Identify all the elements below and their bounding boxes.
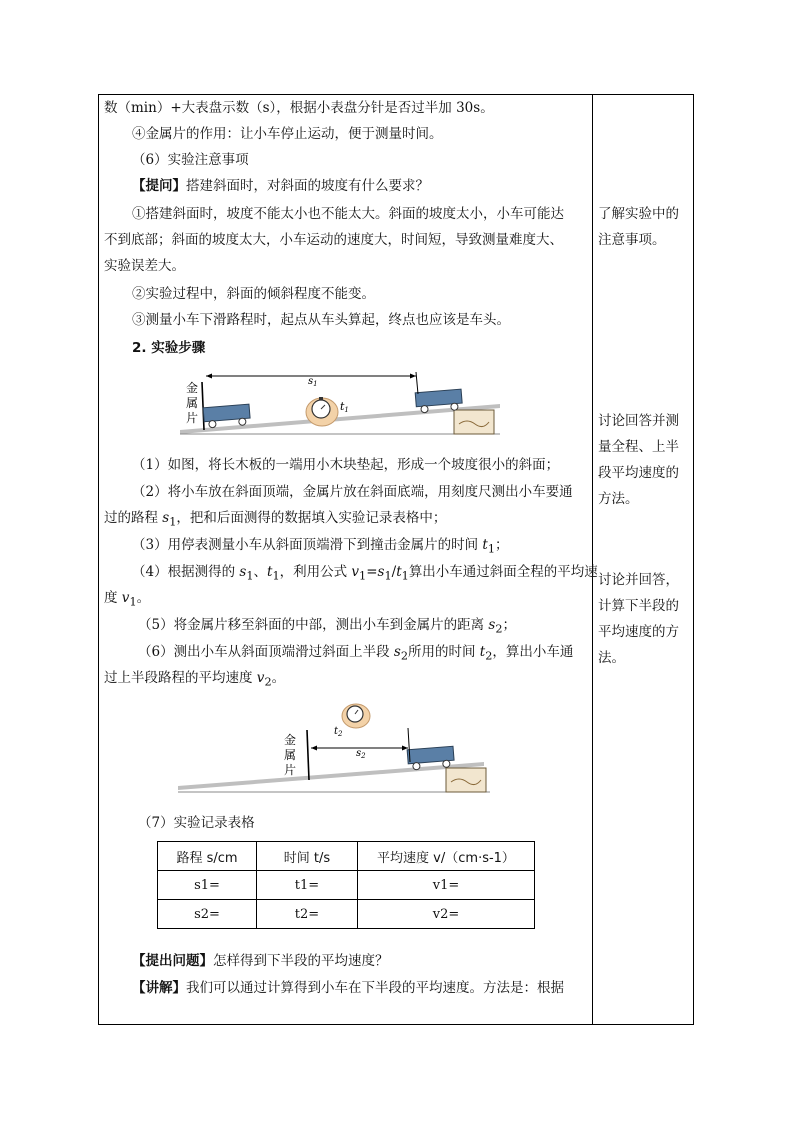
- text: ，算出小车通: [492, 644, 574, 660]
- text: ；: [495, 537, 509, 553]
- question-line: [104, 948, 389, 974]
- metal-plate: [307, 730, 309, 780]
- side-note-line: 讨论回答并测: [598, 413, 679, 429]
- side-note-1: [598, 201, 688, 253]
- step-7: （7）实验记录表格: [138, 815, 255, 831]
- metal-plate: [202, 382, 204, 430]
- side-note-line: 计算下半段的: [598, 598, 679, 614]
- metal-label-3: 片: [186, 411, 199, 425]
- explain-line: [104, 975, 564, 1001]
- text-line: 数（min）+大表盘示数（s），根据小表盘分针是否过半加 30s。: [104, 100, 494, 116]
- side-note-line: 段平均速度的: [598, 465, 679, 481]
- step-6b: 过上半段路程的平均速度 $v_2$。: [104, 670, 286, 689]
- text-line: ④金属片的作用：让小车停止运动，便于测量时间。: [132, 126, 443, 142]
- var-s: s: [162, 510, 170, 526]
- bold-tag: 【讲解】: [132, 980, 186, 996]
- metal-label-2: 属: [186, 396, 199, 410]
- cart-wheel: [451, 403, 459, 411]
- table-header: 时间 t/s: [257, 842, 358, 871]
- table-cell: v1=: [358, 871, 535, 900]
- text-line: ②实验过程中，斜面的倾斜程度不能变。: [132, 286, 375, 302]
- table-header-row: [158, 842, 535, 871]
- metal-label-3: 片: [284, 763, 297, 777]
- var-t: t: [482, 537, 488, 553]
- side-note-line: 平均速度的方: [598, 624, 679, 640]
- record-table: [157, 841, 535, 929]
- side-note-line: 讨论并回答，: [598, 572, 679, 588]
- side-note-line: 方法。: [598, 491, 639, 507]
- cart-wheel: [421, 405, 429, 413]
- side-note-3: [598, 567, 688, 671]
- cart-wheel: [443, 760, 451, 768]
- text: 算出小车通过斜面全程的平均速: [408, 564, 598, 580]
- question-text: 怎样得到下半段的平均速度？: [213, 953, 389, 969]
- step-1: （1）如图，将长木板的一端用小木块垫起，形成一个坡度很小的斜面；: [132, 457, 560, 473]
- text: 所用的时间: [408, 644, 480, 660]
- text: （3）用停表测量小车从斜面顶端滑下到撞击金属片的时间: [132, 537, 483, 553]
- metal-label-2: 属: [284, 748, 297, 762]
- step-4b: 度 $v_1$。: [104, 590, 151, 609]
- t1-label: t1: [340, 400, 349, 414]
- table-row: [158, 871, 535, 900]
- side-note-line: 注意事项。: [598, 232, 666, 248]
- question-text: 搭建斜面时，对斜面的坡度有什么要求？: [186, 178, 429, 194]
- s2-label: $s_2$: [356, 748, 366, 760]
- text: 过上半段路程的平均速度: [104, 670, 257, 686]
- bold-tag: 【提问】: [132, 178, 186, 194]
- text-line: ①搭建斜面时，坡度不能太小也不能太大。斜面的坡度太小，小车可能达: [132, 206, 564, 222]
- section-heading-text: 2. 实验步骤: [132, 340, 206, 356]
- text-line: [104, 173, 429, 199]
- table-cell: v2=: [358, 900, 535, 929]
- text: ，利用公式: [279, 564, 352, 580]
- table-header: 路程 s/cm: [158, 842, 257, 871]
- text-line: 不到底部；斜面的坡度太大，小车运动的速度大，时间短，导致测量难度大、: [104, 232, 563, 248]
- table-header: 平均速度 v/（cm·s-1）: [358, 842, 535, 871]
- step-5: （5）将金属片移至斜面的中部，测出小车到金属片的距离 $s_2$；: [138, 617, 516, 636]
- table-cell: t1=: [257, 871, 358, 900]
- bold-tag: 【提出问题】: [132, 953, 213, 969]
- cart-bottom: [203, 404, 250, 428]
- cart-wheel: [413, 762, 421, 770]
- step-4a: （4）根据测得的 $s_1$、$t_1$，利用公式 $v_1=s_1/t_1$算出小车通过斜面全程的平均速: [132, 564, 598, 583]
- text-line: （6）实验注意事项: [132, 152, 249, 168]
- text: （5）将金属片移至斜面的中部，测出小车到金属片的距离: [138, 617, 489, 633]
- step-6a: （6）测出小车从斜面顶端滑过斜面上半段 $s_2$所用的时间 $t_2$，算出小车通: [138, 644, 574, 663]
- text: ；: [502, 617, 516, 633]
- marker-line: [416, 372, 418, 394]
- wood-block: [446, 768, 486, 792]
- incline-board: [178, 762, 484, 790]
- text: 度: [104, 590, 122, 606]
- metal-label-1: 金: [284, 733, 297, 747]
- incline-figure-full: [176, 372, 506, 440]
- text: （6）测出小车从斜面顶端滑过斜面上半段: [138, 644, 394, 660]
- table-cell: s1=: [158, 871, 257, 900]
- sub: 1: [169, 515, 177, 529]
- sub: 1: [487, 542, 495, 556]
- side-note-2: [598, 408, 688, 512]
- wood-block: [454, 410, 494, 434]
- text: 。: [271, 670, 286, 686]
- step-2a: （2）将小车放在斜面顶端，金属片放在斜面底端，用刻度尺测出小车要通: [132, 484, 573, 500]
- text-line: 实验误差大。: [104, 258, 185, 274]
- side-note-line: 法。: [598, 650, 625, 666]
- text-line: ③测量小车下滑路程时，起点从车头算起，终点也应该是车头。: [132, 312, 510, 328]
- side-note-line: 量全程、上半: [598, 439, 679, 455]
- text: （4）根据测得的: [132, 564, 240, 580]
- text: 过的路程: [104, 510, 163, 526]
- text: ，把和后面测得的数据填入实验记录表格中；: [176, 510, 447, 526]
- explain-text: 我们可以通过计算得到小车在下半段的平均速度。方法是：根据: [186, 980, 564, 996]
- metal-label-1: 金: [186, 381, 199, 395]
- text: 。: [136, 590, 151, 606]
- table-cell: t2=: [257, 900, 358, 929]
- arrow-head-left: [311, 746, 317, 751]
- stopwatch-crown: [319, 397, 323, 400]
- cart-wheel: [239, 418, 247, 426]
- arrow-head-right: [410, 374, 416, 379]
- side-note-line: 了解实验中的: [598, 206, 679, 222]
- s1-label: $s_1$: [308, 376, 318, 388]
- arrow-head-left: [206, 374, 212, 379]
- section-heading: [104, 335, 205, 361]
- cart-wheel: [209, 420, 217, 428]
- incline-figure-half: [176, 700, 496, 796]
- table-row: [158, 900, 535, 929]
- table-cell: s2=: [158, 900, 257, 929]
- t2-label: $t_2$: [334, 726, 343, 738]
